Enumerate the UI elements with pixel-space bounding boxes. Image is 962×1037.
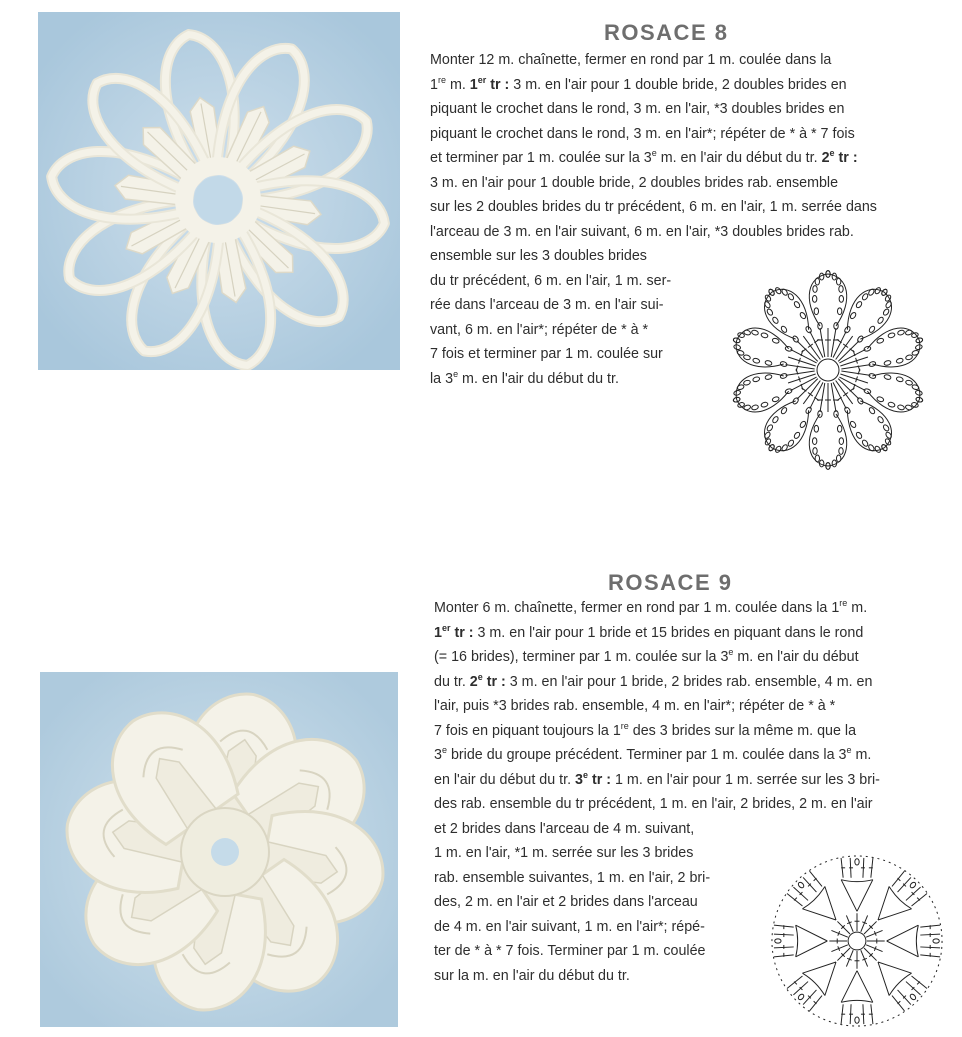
instruction-line: des rab. ensemble du tr précédent, 1 m. en l'air, 2 brides, 2 m. en l'air: [434, 796, 873, 812]
instruction-line: piquant le crochet dans le rond, 3 m. en l'air*; répéter de * à * 7 fois: [430, 125, 855, 142]
instruction-line: du tr précédent, 6 m. en l'air, 1 m. ser-: [430, 272, 672, 289]
instruction-line: rab. ensemble suivantes, 1 m. en l'air, 2 bri-: [434, 869, 711, 886]
instruction-line: vant, 6 m. en l'air*; répéter de * à *: [430, 321, 649, 338]
instruction-line: du tr. 2e tr : 3 m. en l'air pour 1 bride, 2 brides rab. ensemble, 4 m. en: [434, 671, 873, 690]
instruction-line: et terminer par 1 m. coulée sur la 3e m. en l'air du début du tr. 2e tr :: [430, 148, 858, 166]
rosace-8-title: ROSACE 8: [604, 20, 729, 45]
instruction-line: 1 m. en l'air, *1 m. serrée sur les 3 brides: [434, 845, 694, 861]
instruction-line: ensemble sur les 3 doubles brides: [430, 248, 647, 264]
instruction-line: sur les 2 doubles brides du tr précédent, 6 m. en l'air, 1 m. serrée dans: [430, 199, 877, 215]
instruction-line: (= 16 brides), terminer par 1 m. coulée sur la 3e m. en l'air du début: [434, 647, 859, 665]
rosace-8-stitch-diagram: [728, 270, 928, 470]
instruction-line: 7 fois et terminer par 1 m. coulée sur: [430, 346, 663, 362]
rosace-8-photo: [38, 12, 400, 370]
instruction-line: piquant le crochet dans le rond, 3 m. en l'air, *3 doubles brides en: [430, 101, 845, 117]
instruction-line: 3 m. en l'air pour 1 double bride, 2 doubles brides rab. ensemble: [430, 174, 839, 191]
instruction-line: la 3e m. en l'air du début du tr.: [430, 368, 619, 387]
instruction-line: l'air, puis *3 brides rab. ensemble, 4 m. en l'air*; répéter de * à *: [434, 698, 836, 714]
instruction-line: sur la m. en l'air du début du tr.: [434, 967, 630, 984]
instruction-line: Monter 12 m. chaînette, fermer en rond par 1 m. coulée dans la: [430, 52, 832, 68]
instruction-line: 1re m. 1er tr : 3 m. en l'air pour 1 double bride, 2 doubles brides en: [430, 74, 847, 93]
instruction-line: rée dans l'arceau de 3 m. en l'air sui-: [430, 297, 664, 313]
instruction-line: 3e bride du groupe précédent. Terminer par 1 m. coulée dans la 3e m.: [434, 745, 872, 763]
crochet-flower-8-image: [38, 12, 400, 370]
crochet-flower-9-image: [40, 672, 398, 1027]
rosace-9-title: ROSACE 9: [608, 570, 733, 595]
rosace-9-photo: [40, 672, 398, 1027]
instruction-line: l'arceau de 3 m. en l'air suivant, 6 m. en l'air, *3 doubles brides rab.: [430, 223, 854, 240]
instruction-line: et 2 brides dans l'arceau de 4 m. suivant,: [434, 820, 695, 837]
instruction-line: en l'air du début du tr. 3e tr : 1 m. en l'air pour 1 m. serrée sur les 3 bri-: [434, 769, 880, 788]
rosace-9-stitch-diagram: [768, 852, 946, 1030]
instruction-line: Monter 6 m. chaînette, fermer en rond par 1 m. coulée dans la 1re m.: [434, 598, 868, 616]
instruction-line: de 4 m. en l'air suivant, 1 m. en l'air*; répé-: [434, 918, 705, 935]
instruction-line: ter de * à * 7 fois. Terminer par 1 m. coulée: [434, 943, 706, 959]
instruction-line: 7 fois en piquant toujours la 1re des 3 brides sur la même m. que la: [434, 720, 857, 739]
instruction-line: 1er tr : 3 m. en l'air pour 1 bride et 15 brides en piquant dans le rond: [434, 622, 864, 641]
instruction-line: des, 2 m. en l'air et 2 brides dans l'arceau: [434, 894, 698, 910]
